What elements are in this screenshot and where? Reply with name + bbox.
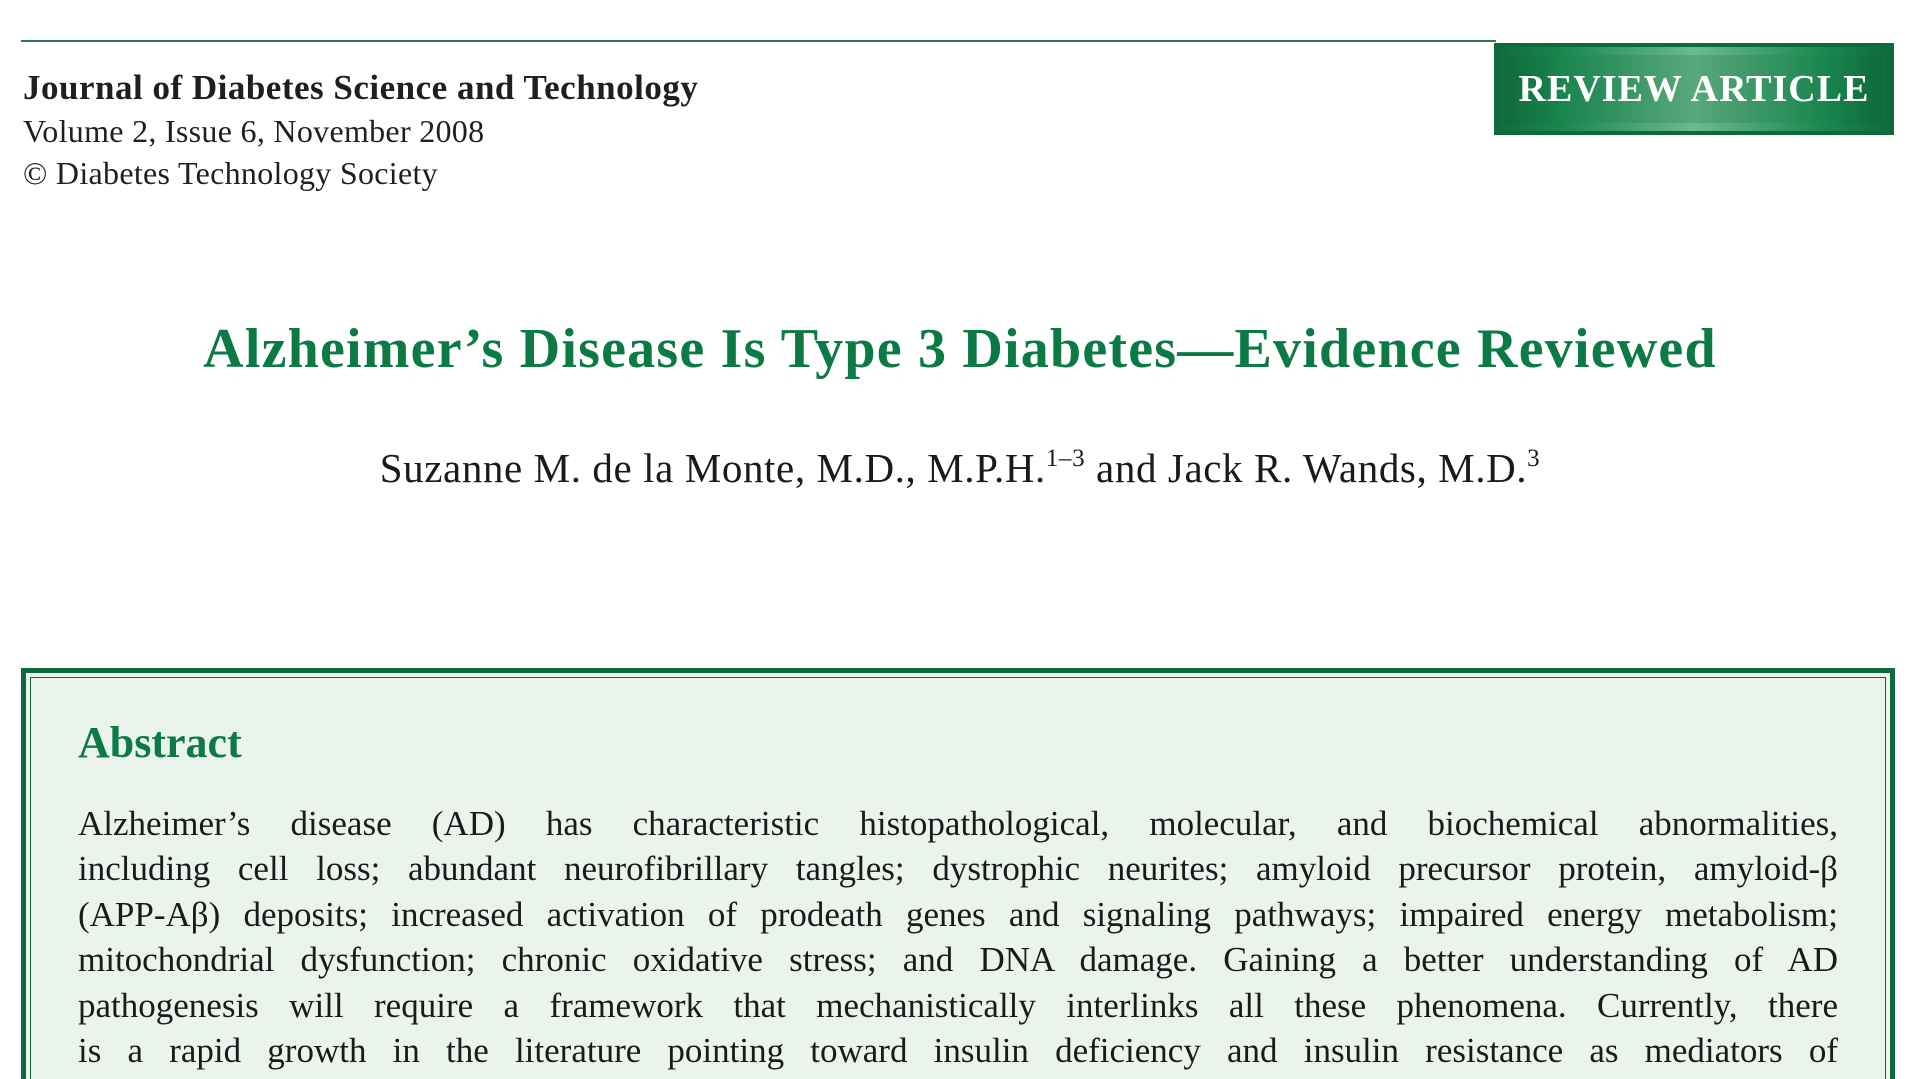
abstract-line: (APP-Aβ) deposits; increased activation of prodeath genes and signaling pathways; impaired energy metabolism; [78,894,1838,934]
journal-name: Journal of Diabetes Science and Technology [23,68,699,107]
abstract-line: mitochondrial dysfunction; chronic oxidative stress; and DNA damage. Gaining a better understanding of AD [78,940,1838,980]
article-title: Alzheimer’s Disease Is Type 3 Diabetes—Evidence Reviewed [203,318,1717,380]
author-line [0,440,1920,496]
abstract-line: is a rapid growth in the literature pointing toward insulin deficiency and insulin resistance as mediators of [78,1030,1838,1070]
author-name: Suzanne M. de la Monte, M.D., M.P.H. [379,445,1046,491]
journal-masthead [23,66,698,194]
abstract-body [78,801,1838,1073]
volume-issue-date: Volume 2, Issue 6, November 2008 [23,113,485,149]
abstract-heading: Abstract [78,718,242,767]
article-type-badge [1494,43,1894,135]
author-connector: and [1085,445,1168,491]
author-name: Jack R. Wands, M.D. [1167,445,1528,491]
header-rule [21,40,1496,42]
abstract-line: pathogenesis will require a framework that mechanistically interlinks all these phenomena. Currently, there [78,985,1838,1025]
abstract-line: including cell loss; abundant neurofibrillary tangles; dystrophic neurites; amyloid precursor protein, amyloid-β [78,849,1838,889]
abstract-line: Alzheimer’s disease (AD) has characteristic histopathological, molecular, and biochemical abnormalities, [78,804,1838,843]
author-affiliation: 3 [1527,445,1541,472]
author-affiliation: 1–3 [1045,445,1086,472]
article-type-label: REVIEW ARTICLE [1518,68,1870,110]
abstract-box [21,668,1895,1079]
copyright-notice: © Diabetes Technology Society [23,155,438,191]
